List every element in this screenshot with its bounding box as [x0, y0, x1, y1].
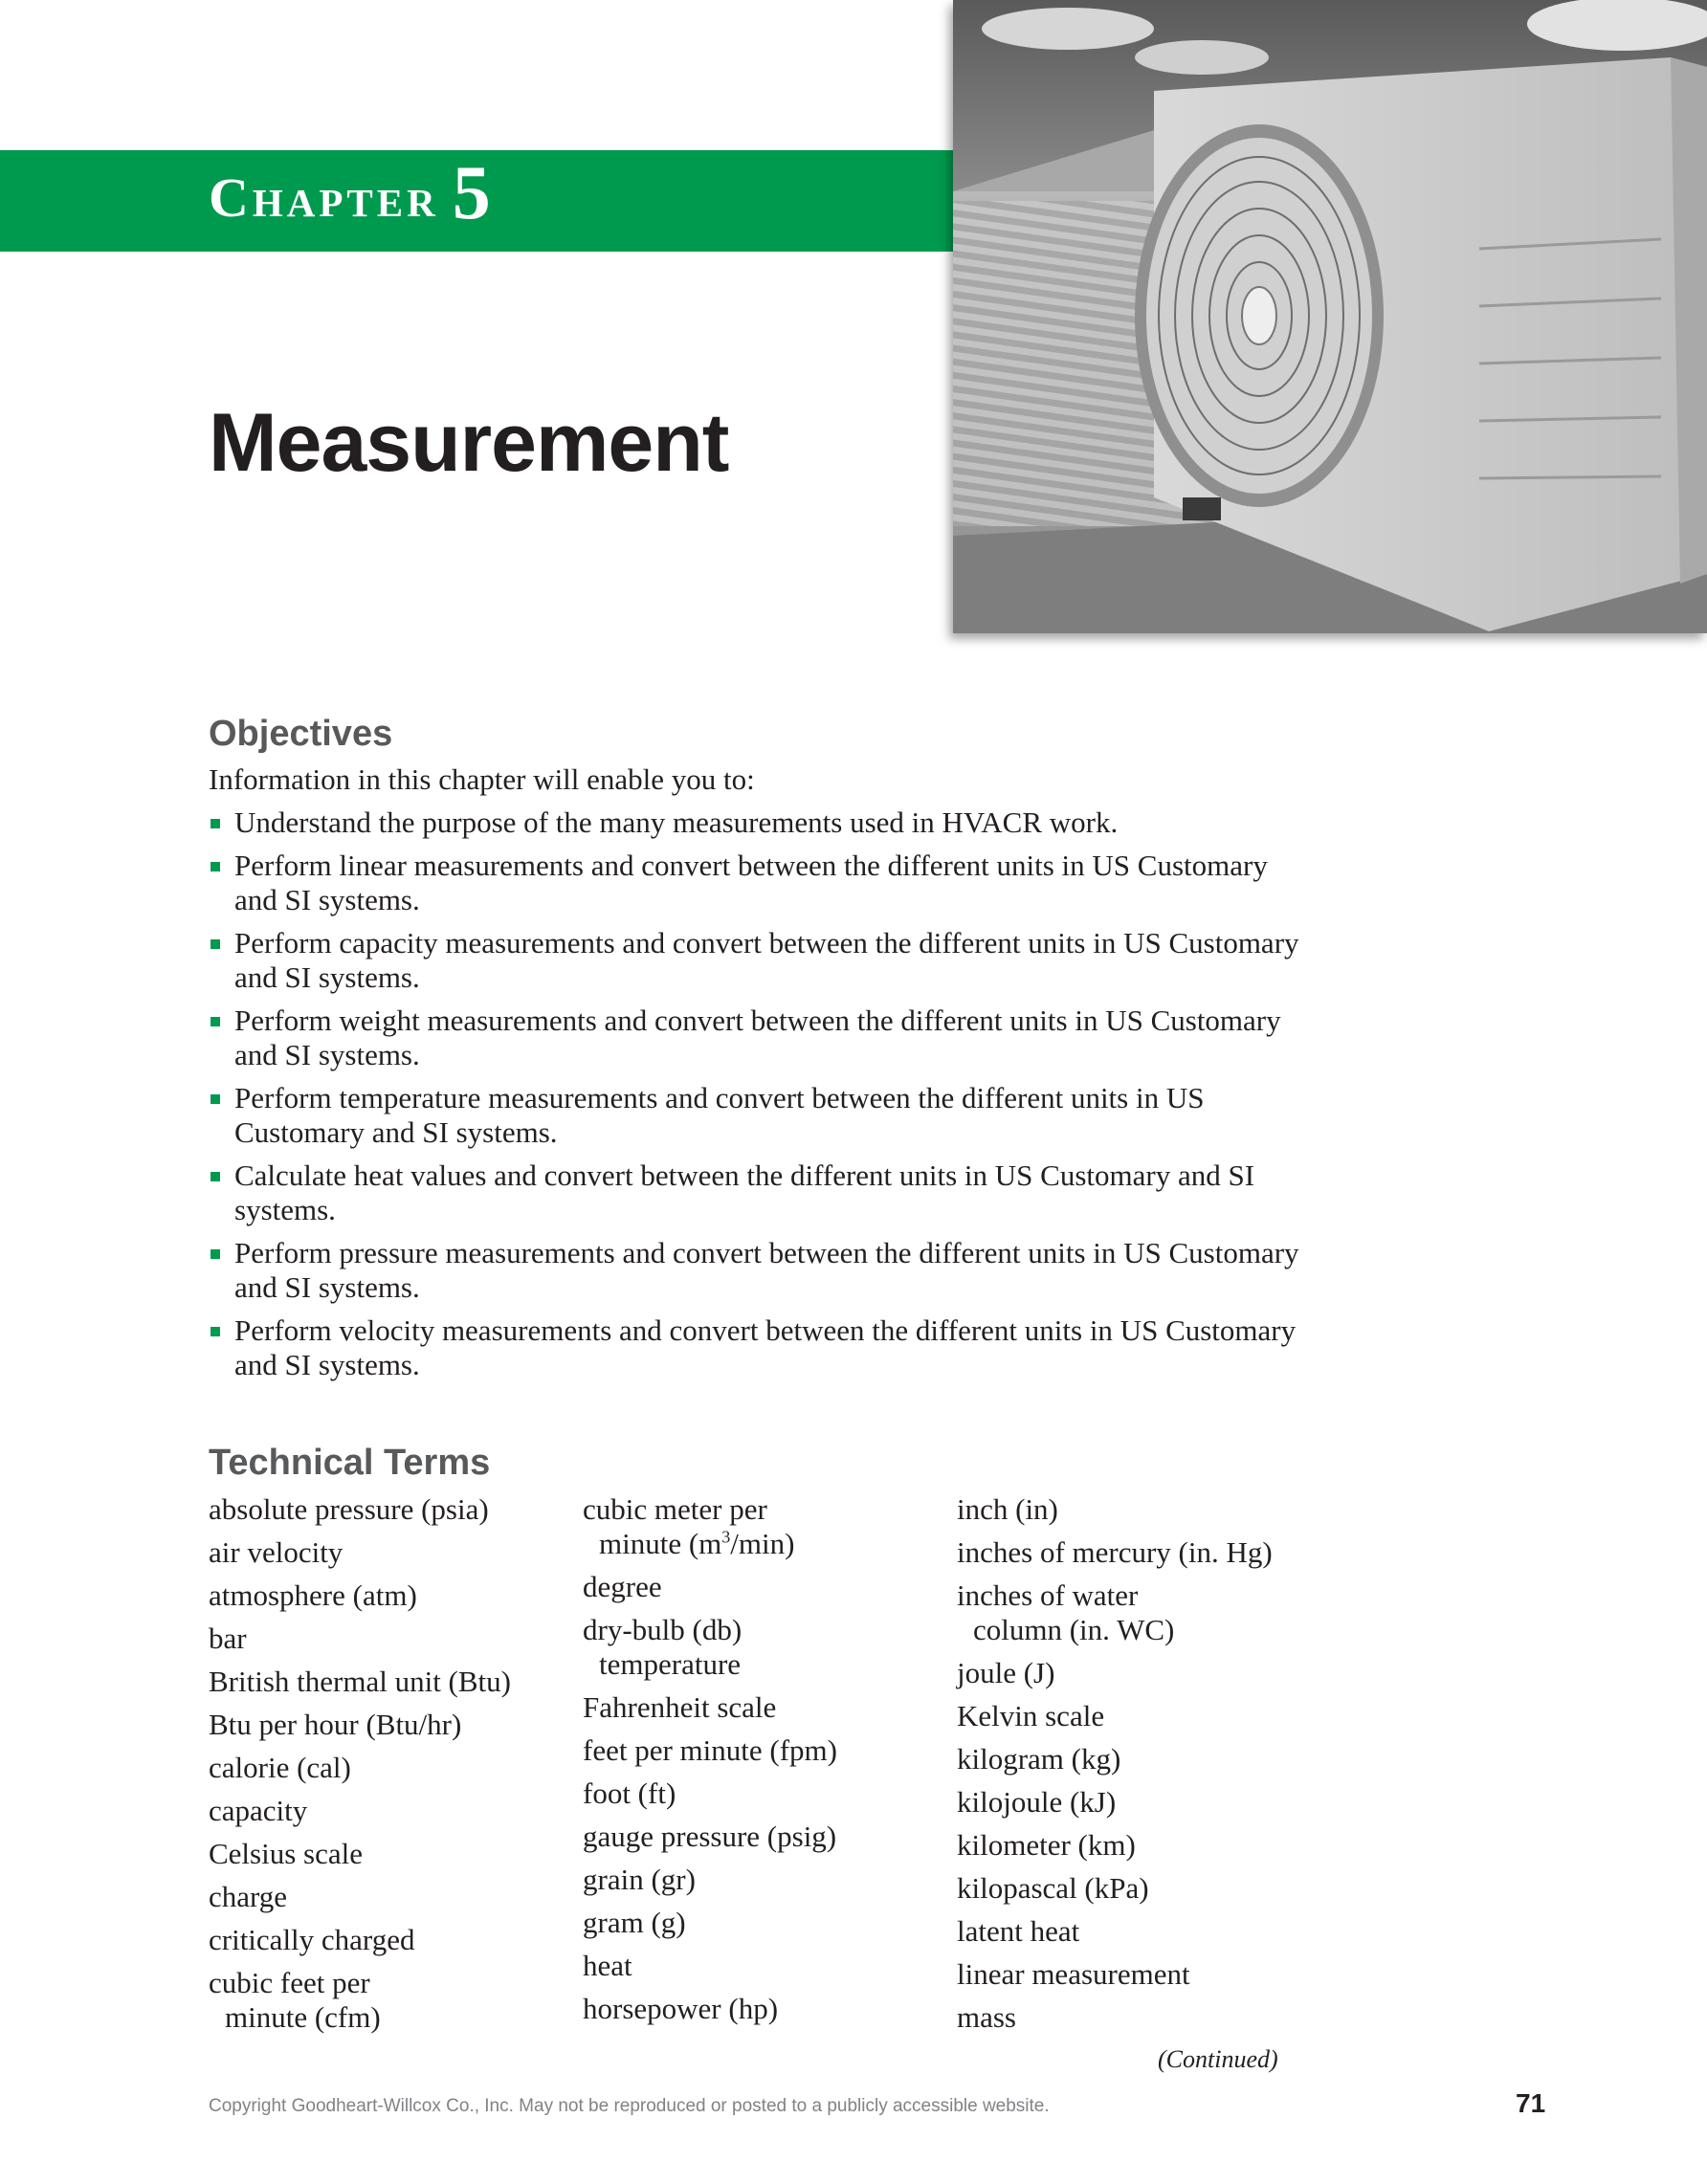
term: atmosphere (atm): [209, 1578, 417, 1612]
objective-text: Understand the purpose of the many measurements used in HVACR work.: [234, 805, 1119, 839]
objectives-intro: Information in this chapter will enable you to:: [209, 762, 755, 796]
term: capacity: [209, 1794, 308, 1827]
objective-text: Perform temperature measurements and convert between the different units in US Customary and SI systems.: [234, 1081, 1205, 1149]
objective-item: [209, 1236, 1299, 1305]
term: kilojoule (kJ): [957, 1785, 1117, 1819]
bullet-icon: [211, 1172, 220, 1181]
chapter-word: Chapter: [209, 166, 439, 229]
term: gram (g): [583, 1906, 686, 1939]
bullet-icon: [211, 819, 220, 828]
term-part: /min): [730, 1527, 795, 1560]
bullet-icon: [211, 862, 220, 871]
objective-text: Perform velocity measurements and convert between the different units in US Customary and SI systems.: [234, 1313, 1297, 1381]
term: Celsius scale: [209, 1837, 363, 1870]
objective-text: Perform capacity measurements and convert between the different units in US Customary and SI systems.: [234, 926, 1299, 994]
term: inch (in): [957, 1492, 1058, 1526]
objective-item: [209, 1081, 1299, 1150]
objective-item: [209, 1158, 1299, 1227]
term: Kelvin scale: [957, 1699, 1105, 1732]
bullet-icon: [211, 1017, 220, 1026]
term: British thermal unit (Btu): [209, 1665, 511, 1698]
bullet-icon: [211, 1249, 220, 1259]
term: inches of mercury (in. Hg): [957, 1535, 1273, 1569]
term: kilometer (km): [957, 1828, 1136, 1862]
term: Fahrenheit scale: [583, 1690, 777, 1724]
terms-column-1: [209, 1492, 572, 2043]
term: critically charged: [209, 1923, 415, 1956]
term: kilopascal (kPa): [957, 1871, 1149, 1905]
bullet-icon: [211, 939, 220, 949]
term: foot (ft): [583, 1776, 676, 1810]
objective-text: Calculate heat values and convert between the different units in US Customary and SI systems.: [234, 1158, 1255, 1226]
term: heat: [583, 1949, 632, 1982]
term: bar: [209, 1621, 247, 1655]
outdoor-ac-unit-photo: [953, 0, 1707, 633]
term: Btu per hour (Btu/hr): [209, 1708, 462, 1741]
chapter-number: 5: [452, 151, 491, 235]
terms-column-3: [957, 1492, 1301, 2043]
term: feet per minute (fpm): [583, 1733, 837, 1767]
term: horsepower (hp): [583, 1992, 779, 2025]
term: grain (gr): [583, 1863, 696, 1896]
term: calorie (cal): [209, 1751, 351, 1784]
page-title: Measurement: [209, 397, 729, 489]
objective-text: Perform linear measurements and convert between the different units in US Customary and SI systems.: [234, 849, 1268, 916]
objective-item: [209, 1004, 1299, 1072]
term-superscript: 3: [721, 1527, 731, 1547]
objective-text: Perform pressure measurements and convert between the different units in US Customary and SI systems.: [234, 1236, 1299, 1304]
term: gauge pressure (psig): [583, 1820, 837, 1853]
objective-item: [209, 805, 1299, 840]
copyright-notice: Copyright Goodheart-Willcox Co., Inc. May not be reproduced or posted to a publicly accessible website.: [209, 2096, 1050, 2116]
term: joule (J): [957, 1656, 1055, 1689]
term: cubic feet per minute (cfm): [209, 1966, 381, 2034]
continued-note: (Continued): [1158, 2045, 1278, 2073]
term: [583, 1492, 848, 1561]
objective-item: [209, 849, 1299, 917]
terms-column-2: [583, 1492, 946, 2035]
chapter-label: [209, 151, 491, 235]
term: inches of water column (in. WC): [957, 1578, 1175, 1646]
technical-terms-heading: Technical Terms: [209, 1443, 491, 1483]
bullet-icon: [211, 1094, 220, 1104]
term: kilogram (kg): [957, 1742, 1121, 1776]
objective-text: Perform weight measurements and convert between the different units in US Customary and SI systems.: [234, 1004, 1281, 1071]
objectives-list: [209, 805, 1299, 1391]
term: linear measurement: [957, 1957, 1190, 1991]
term: degree: [583, 1570, 662, 1603]
term-part: cubic meter per minute (m: [583, 1492, 767, 1560]
objective-item: [209, 1313, 1299, 1382]
term: mass: [957, 2000, 1016, 2034]
term: air velocity: [209, 1535, 344, 1569]
bullet-icon: [211, 1327, 220, 1336]
term: charge: [209, 1880, 288, 1913]
term: dry-bulb (db) temperature: [583, 1613, 743, 1681]
objectives-heading: Objectives: [209, 714, 393, 754]
term: absolute pressure (psia): [209, 1492, 489, 1526]
objective-item: [209, 926, 1299, 995]
page-number: 71: [1516, 2088, 1546, 2118]
term: latent heat: [957, 1914, 1080, 1948]
